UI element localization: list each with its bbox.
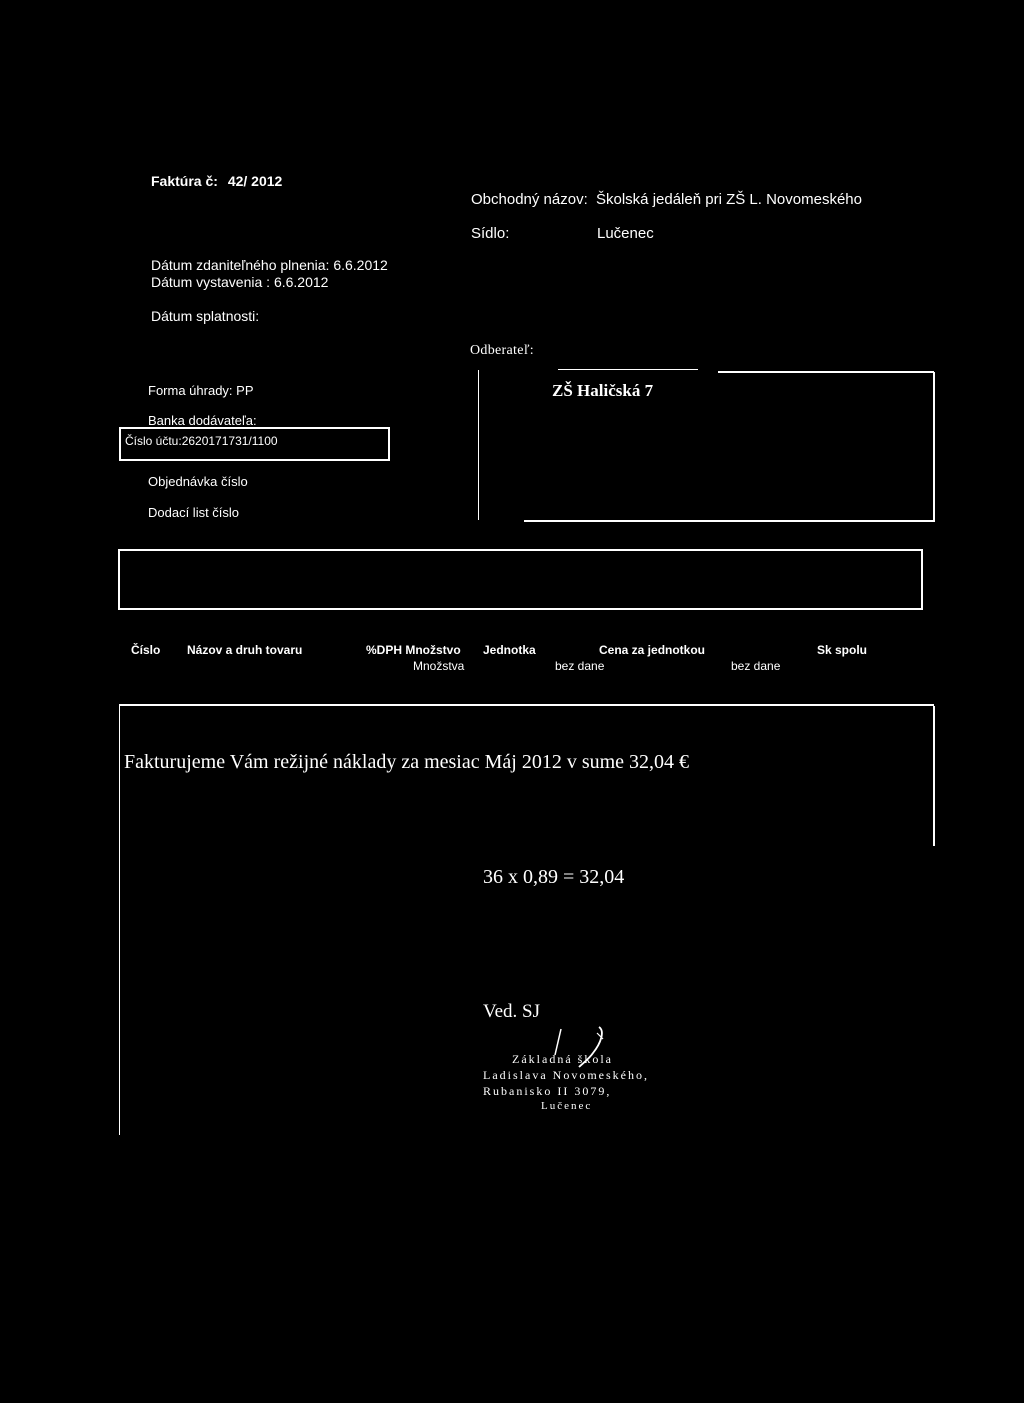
stamp-line-1: Základná škola	[512, 1052, 613, 1066]
stamp-line-2: Ladislava Novomeského,	[483, 1068, 649, 1082]
invoice-description: Fakturujeme Vám režijné náklady za mesiac Máj 2012 v sume 32,04 €	[124, 751, 690, 773]
customer-name: ZŠ Haličská 7	[552, 381, 654, 400]
payment-method: Forma úhrady: PP	[148, 383, 254, 398]
customer-box-right-border	[933, 372, 935, 522]
invoice-label: Faktúra č:	[151, 173, 218, 189]
account-number: Číslo účtu:2620171731/1100	[125, 434, 278, 448]
col-unit: Jednotka	[483, 643, 536, 657]
stamp-line-4: Lučenec	[541, 1100, 593, 1112]
business-name-label: Obchodný názov:	[471, 191, 588, 208]
customer-box-left-border	[478, 370, 479, 520]
stamp-line-3: Rubanisko II 3079,	[483, 1084, 612, 1098]
col-goods: Názov a druh tovaru	[187, 643, 303, 657]
delivery-note-label: Dodací list číslo	[148, 505, 240, 520]
invoice-number: 42/ 2012	[227, 173, 283, 189]
col-without-tax-2: bez dane	[731, 659, 781, 673]
col-qty-unit: Množstva	[413, 659, 465, 673]
body-box-right-border	[933, 706, 935, 846]
col-total: Sk spolu	[817, 643, 868, 657]
seat-label: Sídlo:	[471, 225, 510, 242]
customer-box-top-border-b	[718, 371, 934, 373]
issue-date: Dátum vystavenia : 6.6.2012	[151, 274, 329, 290]
order-number-label: Objednávka číslo	[148, 474, 248, 489]
invoice-title	[151, 173, 282, 189]
bank-label: Banka dodávateľa:	[148, 413, 257, 428]
business-name: Školská jedáleň pri ZŠ L. Novomeského	[596, 191, 862, 208]
signature-label: Ved. SJ	[483, 1001, 541, 1022]
col-vat-qty: %DPH Množstvo	[366, 643, 461, 657]
customer-label: Odberateľ:	[470, 343, 534, 358]
calculation-line: 36 x 0,89 = 32,04	[483, 866, 625, 888]
col-without-tax-1: bez dane	[555, 659, 605, 673]
col-number: Číslo	[131, 643, 161, 657]
customer-box-top-border-a	[558, 369, 698, 370]
seat-value: Lučenec	[597, 225, 654, 242]
due-date-label: Dátum splatnosti:	[151, 308, 260, 324]
body-box-left-border	[119, 705, 120, 1135]
col-unit-price: Cena za jednotkou	[599, 643, 706, 657]
customer-box-bottom-border	[524, 520, 935, 522]
taxable-date: Dátum zdaniteľného plnenia: 6.6.2012	[151, 257, 388, 273]
empty-box	[118, 549, 923, 610]
body-box-top-border	[119, 704, 934, 706]
